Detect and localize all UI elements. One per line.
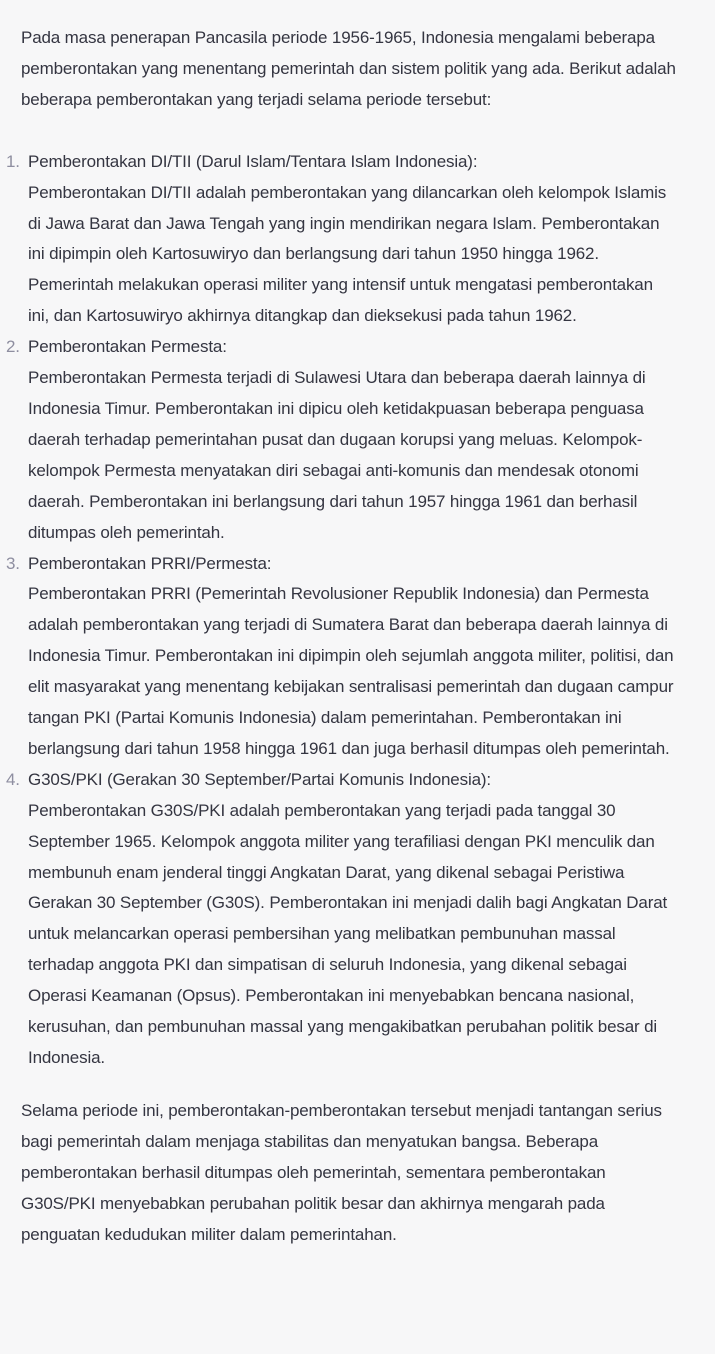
list-item-di-tii	[6, 147, 677, 332]
list-item-permesta	[6, 332, 677, 548]
list-item-title: Pemberontakan PRRI/Permesta:	[28, 553, 272, 573]
list-number: 4.	[6, 769, 20, 789]
rebellion-list	[6, 147, 677, 1074]
list-item-title: G30S/PKI (Gerakan 30 September/Partai Komunis Indonesia):	[28, 769, 491, 789]
list-number: 2.	[6, 337, 20, 357]
list-item-body: Pemberontakan G30S/PKI adalah pemberontakan yang terjadi pada tanggal 30 September 1965. Kelompok anggota militer yang terafiliasi dengan PKI menculik dan membunuh enam jenderal tinggi Angkatan Darat, yang dikenal sebagai Peristiwa Gerakan 30 September (G30S). Pemberontakan ini menjadi dalih bagi Angkatan Darat untuk melancarkan operasi pembersihan yang melibatkan pembunuhan massal terhadap anggota PKI dan simpatisan di seluruh Indonesia, yang dikenal sebagai Operasi Keamanan (Opsus). Pemberontakan ini menyebabkan bencana nasional, kerusuhan, dan pembunuhan massal yang mengakibatkan perubahan politik besar di Indonesia.	[28, 800, 668, 1067]
outro-paragraph: Selama periode ini, pemberontakan-pemberontakan tersebut menjadi tantangan serius bagi pemerintah dalam menjaga stabilitas dan menyatukan bangsa. Beberapa pemberontakan berhasil ditumpas oleh pemerintah, sementara pemberontakan G30S/PKI menyebabkan perubahan politik besar dan akhirnya mengarah pada penguatan kedudukan militer dalam pemerintahan.	[21, 1100, 662, 1244]
list-item-g30s-pki	[6, 765, 677, 1074]
list-item-body: Pemberontakan DI/TII adalah pemberontakan yang dilancarkan oleh kelompok Islamis di Jawa Barat dan Jawa Tengah yang ingin mendirikan negara Islam. Pemberontakan ini dipimpin oleh Kartosuwiryo dan berlangsung dari tahun 1950 hingga 1962. Pemerintah melakukan operasi militer yang intensif untuk mengatasi pemberontakan ini, dan Kartosuwiryo akhirnya ditangkap dan dieksekusi pada tahun 1962.	[28, 182, 667, 326]
list-number: 3.	[6, 553, 20, 573]
list-number: 1.	[6, 151, 20, 171]
list-item-body: Pemberontakan Permesta terjadi di Sulawesi Utara dan beberapa daerah lainnya di Indonesia Timur. Pemberontakan ini dipicu oleh ketidakpuasan beberapa penguasa daerah terhadap pemerintahan pusat dan dugaan korupsi yang meluas. Kelompok-kelompok Permesta menyatakan diri sebagai anti-komunis dan mendesak otonomi daerah. Pemberontakan ini berlangsung dari tahun 1957 hingga 1961 dan berhasil ditumpas oleh pemerintah.	[28, 368, 646, 542]
list-item-title: Pemberontakan DI/TII (Darul Islam/Tentara Islam Indonesia):	[28, 151, 478, 171]
list-item-title: Pemberontakan Permesta:	[28, 337, 227, 357]
list-item-prri-permesta	[6, 549, 677, 765]
intro-paragraph: Pada masa penerapan Pancasila periode 1956-1965, Indonesia mengalami beberapa pemberontakan yang menentang pemerintah dan sistem politik yang ada. Berikut adalah beberapa pemberontakan yang terjadi selama periode tersebut:	[21, 28, 676, 109]
list-item-body: Pemberontakan PRRI (Pemerintah Revolusioner Republik Indonesia) dan Permesta adalah pemberontakan yang terjadi di Sumatera Barat dan beberapa daerah lainnya di Indonesia Timur. Pemberontakan ini dipimpin oleh sejumlah anggota militer, politisi, dan elit masyarakat yang menentang kebijakan sentralisasi pemerintah dan dugaan campur tangan PKI (Partai Komunis Indonesia) dalam pemerintahan. Pemberontakan ini berlangsung dari tahun 1958 hingga 1961 dan juga berhasil ditumpas oleh pemerintah.	[28, 584, 674, 758]
